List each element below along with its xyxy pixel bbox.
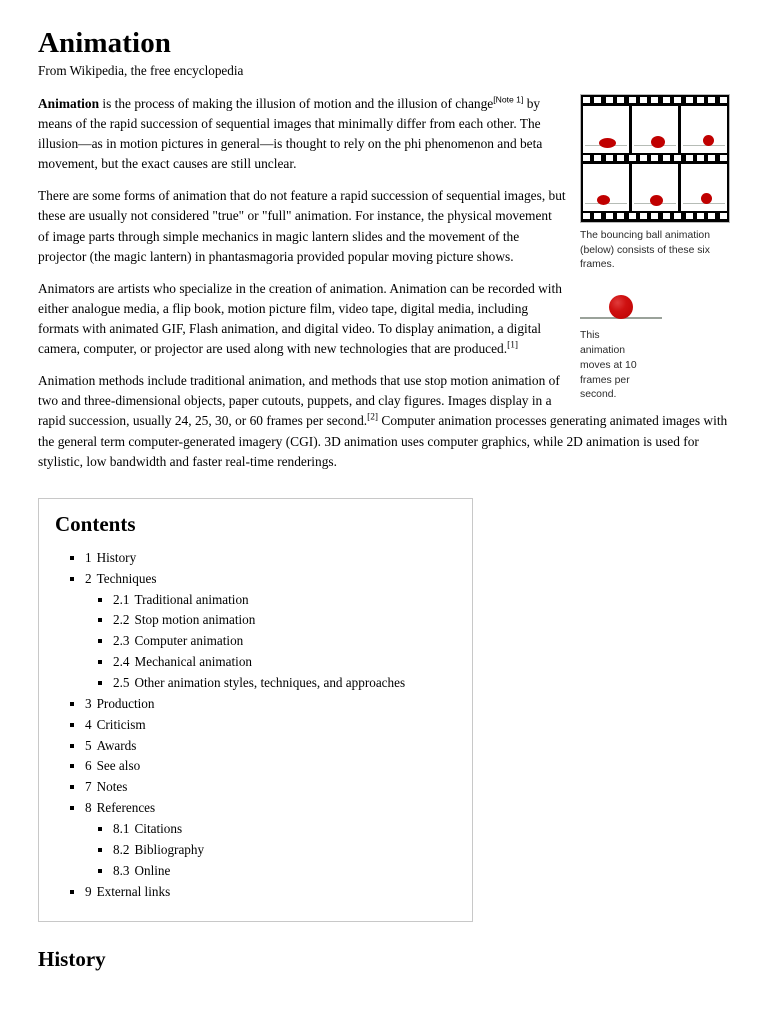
toc-item[interactable] — [85, 756, 456, 777]
toc-item-label: See also — [96, 758, 141, 774]
page-title: Animation — [38, 27, 172, 59]
toc-item-label: Bibliography — [134, 841, 205, 857]
toc-item-label: Techniques — [96, 570, 157, 586]
bouncing-ball — [597, 195, 610, 205]
toc-item-label: Online — [134, 862, 171, 878]
toc-item-label: History — [96, 549, 137, 565]
sprocket-hole — [640, 97, 647, 103]
section-heading-history: History — [38, 946, 106, 971]
toc-item-number: 2.3 — [113, 633, 130, 649]
toc-item[interactable] — [85, 715, 456, 736]
toc-item-number: 8.3 — [113, 862, 130, 878]
lead-text-part1: is the process of making the illusion of motion and the illusion of change — [99, 95, 494, 111]
toc-item[interactable] — [113, 610, 456, 631]
film-frame — [632, 164, 678, 211]
sprocket-hole — [697, 155, 704, 161]
sprocket-hole — [686, 155, 693, 161]
sprocket-hole — [583, 155, 590, 161]
sprocket-hole — [686, 97, 693, 103]
sprocket-hole — [663, 97, 670, 103]
sprocket-hole — [606, 97, 613, 103]
sprocket-hole — [708, 213, 715, 219]
toc-item-label: Traditional animation — [134, 591, 249, 607]
toc-item[interactable] — [113, 673, 456, 694]
toc-item-number: 2 — [85, 570, 92, 586]
lead-text-part2: by means of the rapid succession of sequential images that minimally differ from each other. The illusion—as in motion pictures in general—is thought to rely on the phi phenomenon and beta movement, but the exact causes are still unclear. — [38, 95, 543, 172]
sprocket-hole — [651, 213, 658, 219]
site-tagline: From Wikipedia, the free encyclopedia — [38, 63, 244, 79]
toc-item[interactable] — [85, 548, 456, 569]
film-frame — [632, 106, 678, 153]
sprocket-hole — [594, 97, 601, 103]
bouncing-ball — [651, 136, 665, 148]
note-reference-link[interactable]: [Note 1] — [493, 94, 524, 105]
toc-item[interactable] — [113, 631, 456, 652]
toc-item-number: 1 — [85, 549, 92, 565]
red-ball — [609, 295, 633, 319]
bouncing-ball-caption: This animation moves at 10 frames per second. — [580, 330, 637, 401]
toc-item-number: 8.1 — [113, 821, 130, 837]
toc-item-label: External links — [96, 883, 171, 899]
toc-item-number: 2.1 — [113, 591, 130, 607]
sprocket-hole — [663, 155, 670, 161]
sprocket-hole — [629, 97, 636, 103]
filmstrip-frame-row-top — [581, 106, 729, 153]
sprocket-hole — [617, 213, 624, 219]
toc-item[interactable] — [85, 569, 456, 694]
filmstrip-caption: The bouncing ball animation (below) consists of these six frames. — [580, 229, 710, 271]
sprocket-hole — [594, 155, 601, 161]
sprocket-hole — [663, 213, 670, 219]
toc-item-number: 6 — [85, 758, 92, 774]
film-frame — [681, 106, 727, 153]
toc-item[interactable] — [113, 652, 456, 673]
sprocket-hole — [617, 155, 624, 161]
toc-item[interactable] — [85, 777, 456, 798]
sprocket-hole — [594, 213, 601, 219]
toc-item-number: 9 — [85, 883, 92, 899]
sprocket-hole — [640, 213, 647, 219]
toc-item-label: Production — [96, 695, 155, 711]
sprocket-hole — [708, 97, 715, 103]
sprocket-hole — [686, 213, 693, 219]
bouncing-ball — [650, 195, 663, 206]
figure-filmstrip — [580, 94, 730, 273]
sprocket-hole — [708, 155, 715, 161]
paragraph-4-text-part1: Animation methods include traditional animation, and methods that use stop motion animation of two and three-dimensional objects, paper cutouts, puppets, and clay figures. Images display in a rapid succession, usually 24, 25, 30, or 60 frames per second. — [38, 373, 560, 429]
sprocket-row-middle — [581, 153, 729, 164]
citation-reference-link[interactable]: [1] — [507, 340, 519, 351]
toc-item-label: Citations — [134, 821, 183, 837]
toc-item[interactable] — [113, 590, 456, 611]
toc-item[interactable] — [85, 882, 456, 903]
citation-reference-link[interactable]: [2] — [367, 413, 379, 423]
sprocket-hole — [720, 97, 727, 103]
toc-item-label: Computer animation — [134, 633, 244, 649]
toc-item[interactable] — [85, 736, 456, 757]
sprocket-hole — [674, 155, 681, 161]
toc-item-label: Awards — [96, 737, 137, 753]
toc-item-number: 2.4 — [113, 654, 130, 670]
toc-item[interactable] — [113, 840, 456, 861]
toc-item-label: Notes — [96, 779, 128, 795]
toc-item[interactable] — [113, 861, 456, 882]
toc-item-number: 5 — [85, 737, 92, 753]
toc-item[interactable] — [113, 819, 456, 840]
sprocket-hole — [697, 97, 704, 103]
sprocket-hole — [629, 213, 636, 219]
sprocket-hole — [651, 97, 658, 103]
sprocket-hole — [629, 155, 636, 161]
toc-item-label: Mechanical animation — [134, 654, 253, 670]
toc-item-number: 8.2 — [113, 841, 130, 857]
figure-bouncing-ball — [580, 293, 730, 403]
paragraph-2: There are some forms of animation that do not feature a rapid succession of sequential images, but these are usually not considered "true" or "full" animation. For instance, the physical movement of image parts through simple mechanics in magic lantern slides and the movement of the projector (the magic lantern) in phantasmagoria provided popular moving picture shows. — [38, 188, 566, 264]
sprocket-hole — [583, 97, 590, 103]
toc-item-label: Other animation styles, techniques, and approaches — [134, 675, 406, 691]
toc-item-number: 2.5 — [113, 675, 130, 691]
toc-item-label: References — [96, 800, 156, 816]
sprocket-row-bottom — [581, 211, 729, 222]
toc-item[interactable] — [85, 798, 456, 881]
paragraph-3-text: Animators are artists who specialize in the creation of animation. Animation can be recorded with either analogue media, a flip book, motion picture film, video tape, digital media, including formats with animated GIF, Flash animation, and digital video. To display animation, a digital camera, computer, or projector are used along with new technologies that are produced. — [38, 280, 562, 357]
sprocket-hole — [640, 155, 647, 161]
sprocket-row-top — [581, 95, 729, 106]
toc-item-number: 3 — [85, 695, 92, 711]
toc-item-number: 2.2 — [113, 612, 130, 628]
sprocket-hole — [674, 213, 681, 219]
film-frame — [583, 164, 629, 211]
sprocket-hole — [720, 155, 727, 161]
sprocket-hole — [674, 97, 681, 103]
bouncing-ball — [599, 138, 616, 148]
ground-line — [683, 145, 725, 146]
toc-item-number: 4 — [85, 716, 92, 732]
toc-title: Contents — [55, 511, 136, 536]
toc-list — [55, 548, 456, 903]
film-frame — [583, 106, 629, 153]
bouncing-ball-animation[interactable] — [580, 293, 662, 323]
sprocket-hole — [720, 213, 727, 219]
toc-sublist — [85, 819, 456, 882]
film-frame — [681, 164, 727, 211]
sprocket-hole — [651, 155, 658, 161]
toc-item[interactable] — [85, 694, 456, 715]
paragraph-4-text-part2: Computer animation processes generating animated images with the general term computer-generated imagery (CGI). 3D animation uses computer graphics, while 2D animation is used for stylistic, low bandwidth and faster real-time renderings. — [38, 413, 728, 469]
sprocket-hole — [606, 213, 613, 219]
table-of-contents — [38, 498, 473, 922]
sprocket-hole — [583, 213, 590, 219]
filmstrip-image[interactable] — [580, 94, 730, 223]
toc-sublist — [85, 590, 456, 694]
sprocket-hole — [697, 213, 704, 219]
sprocket-hole — [617, 97, 624, 103]
sprocket-hole — [606, 155, 613, 161]
filmstrip-frame-row-bottom — [581, 164, 729, 211]
lead-term: Animation — [38, 95, 100, 111]
toc-item-number: 8 — [85, 800, 92, 816]
toc-item-label: Criticism — [96, 716, 146, 732]
toc-item-number: 7 — [85, 779, 92, 795]
toc-item-label: Stop motion animation — [134, 612, 256, 628]
